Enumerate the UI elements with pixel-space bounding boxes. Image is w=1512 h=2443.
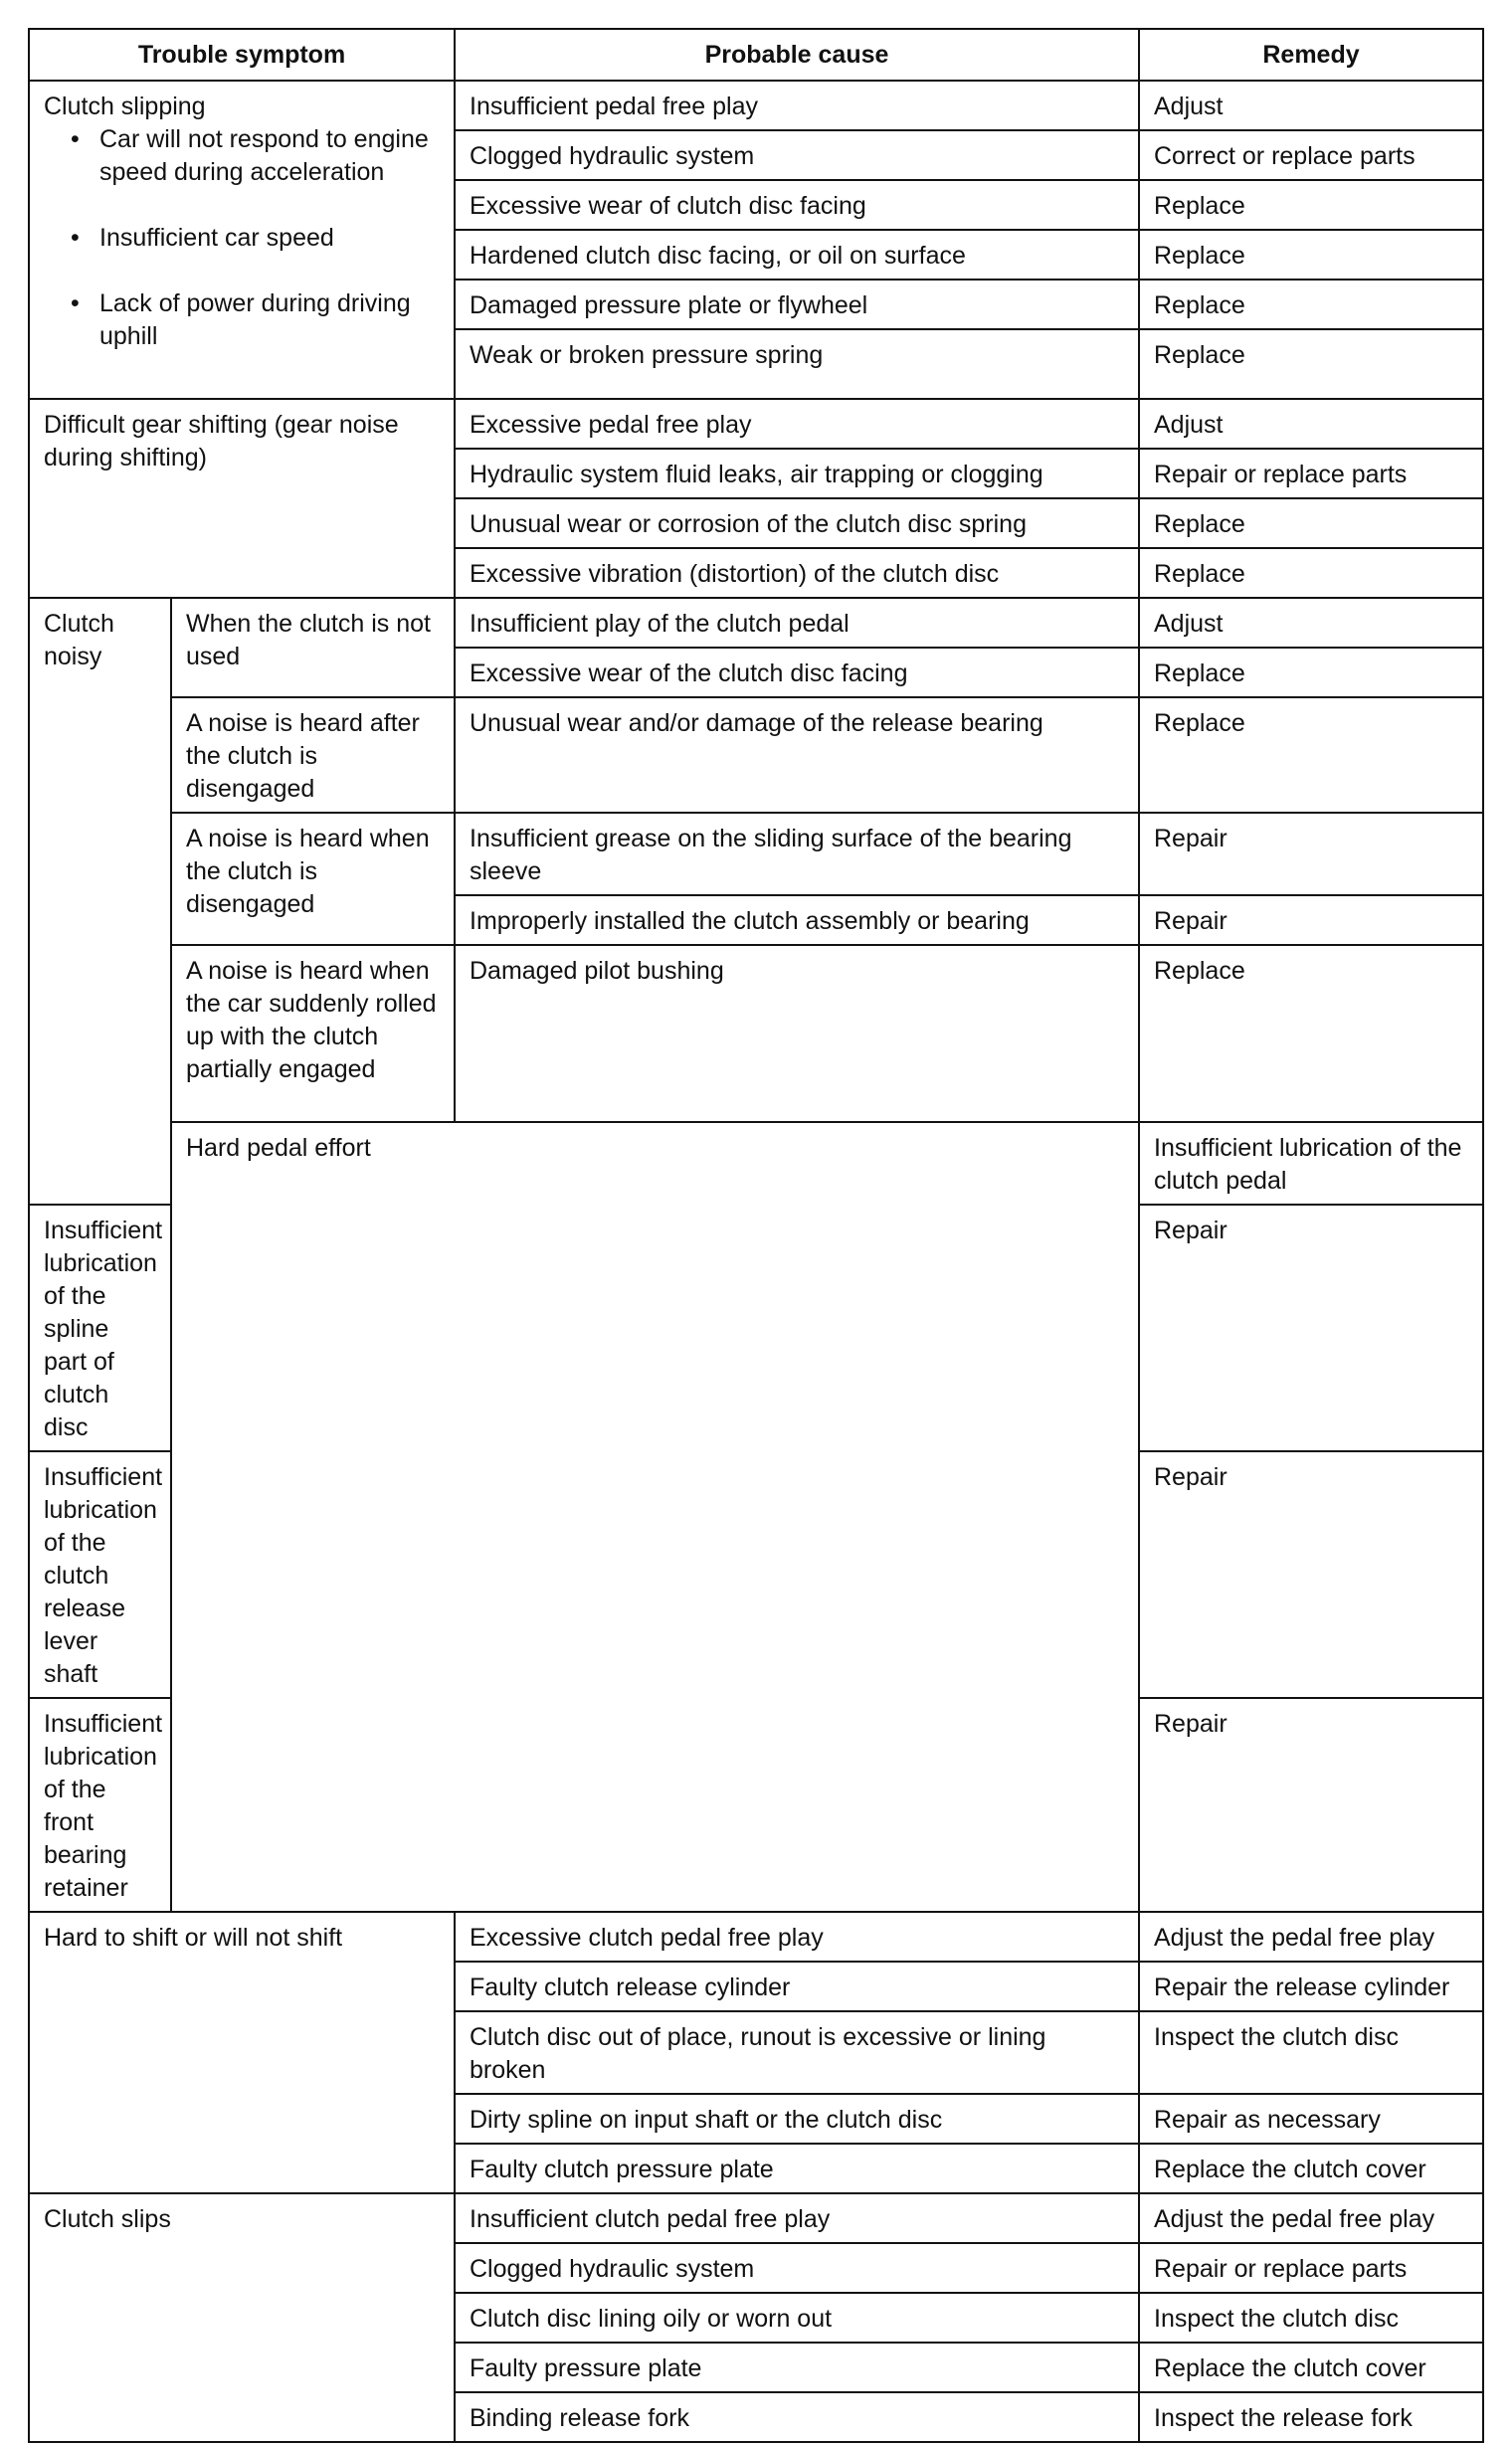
cause-cell: Weak or broken pressure spring: [455, 329, 1139, 399]
symptom-bullet: • Car will not respond to engine speed during acceleration: [99, 123, 444, 189]
remedy-cell: Replace: [1139, 230, 1483, 280]
header-remedy: Remedy: [1139, 29, 1483, 81]
remedy-cell: Replace: [1139, 548, 1483, 598]
cause-cell: Excessive wear of the clutch disc facing: [455, 648, 1139, 697]
cause-cell: Insufficient lubrication of the spline part of clutch disc: [29, 1205, 171, 1451]
remedy-cell: Repair the release cylinder: [1139, 1962, 1483, 2011]
remedy-cell: Adjust: [1139, 399, 1483, 449]
remedy-cell: Adjust: [1139, 81, 1483, 130]
remedy-cell: Replace: [1139, 648, 1483, 697]
header-trouble-symptom: Trouble symptom: [29, 29, 455, 81]
symptom-hard-pedal-effort: Hard pedal effort: [171, 1122, 1139, 1912]
remedy-cell: Inspect the release fork: [1139, 2392, 1483, 2442]
remedy-cell: Repair: [1139, 1698, 1483, 1912]
remedy-cell: Inspect the clutch disc: [1139, 2011, 1483, 2094]
table-row: [29, 598, 1483, 648]
remedy-cell: Repair: [1139, 1205, 1483, 1451]
symptom-hard-to-shift: Hard to shift or will not shift: [29, 1912, 455, 2193]
remedy-cell: Repair or replace parts: [1139, 449, 1483, 498]
cause-cell: Faulty clutch pressure plate: [455, 2144, 1139, 2193]
table-row: [29, 813, 1483, 895]
symptom-bullet: • Lack of power during driving uphill: [99, 287, 444, 353]
trouble-shooting-table: [28, 28, 1484, 2443]
remedy-cell: Repair: [1139, 813, 1483, 895]
cause-cell: Clogged hydraulic system: [455, 2243, 1139, 2293]
symptom-clutch-slips: Clutch slips: [29, 2193, 455, 2442]
table-row: [29, 945, 1483, 1122]
cause-cell: Faulty pressure plate: [455, 2343, 1139, 2392]
header-row: [29, 29, 1483, 81]
cause-cell: Insufficient lubrication of the clutch pedal: [1139, 1122, 1483, 1205]
table-row: [29, 1912, 1483, 1962]
remedy-cell: Correct or replace parts: [1139, 130, 1483, 180]
symptom-clutch-slipping: [29, 81, 455, 399]
cause-cell: Faulty clutch release cylinder: [455, 1962, 1139, 2011]
cause-cell: Insufficient lubrication of the clutch release lever shaft: [29, 1451, 171, 1698]
remedy-cell: Replace: [1139, 498, 1483, 548]
remedy-cell: Replace: [1139, 280, 1483, 329]
symptom-difficult-gear-shifting: Difficult gear shifting (gear noise during shifting): [29, 399, 455, 598]
symptom-clutch-noisy: Clutch noisy: [29, 598, 171, 1205]
remedy-cell: Replace: [1139, 945, 1483, 1122]
cause-cell: Improperly installed the clutch assembly or bearing: [455, 895, 1139, 945]
remedy-cell: Repair: [1139, 1451, 1483, 1698]
cause-cell: Unusual wear or corrosion of the clutch disc spring: [455, 498, 1139, 548]
table-row: [29, 1122, 1483, 1205]
header-probable-cause: Probable cause: [455, 29, 1139, 81]
cause-cell: Excessive wear of clutch disc facing: [455, 180, 1139, 230]
cause-cell: Clutch disc out of place, runout is excessive or lining broken: [455, 2011, 1139, 2094]
remedy-cell: Adjust: [1139, 598, 1483, 648]
remedy-cell: Adjust the pedal free play: [1139, 2193, 1483, 2243]
symptom-bullet-list: [44, 123, 444, 353]
cause-cell: Insufficient play of the clutch pedal: [455, 598, 1139, 648]
symptom-bullet: • Insufficient car speed: [99, 222, 444, 255]
subsymptom-when-disengaged: A noise is heard when the clutch is disengaged: [171, 813, 455, 945]
cause-cell: Hydraulic system fluid leaks, air trapping or clogging: [455, 449, 1139, 498]
remedy-cell: Repair as necessary: [1139, 2094, 1483, 2144]
table-row: [29, 697, 1483, 813]
cause-cell: Excessive clutch pedal free play: [455, 1912, 1139, 1962]
remedy-cell: Replace: [1139, 329, 1483, 399]
subsymptom-clutch-not-used: When the clutch is not used: [171, 598, 455, 697]
remedy-cell: Replace: [1139, 180, 1483, 230]
cause-cell: Insufficient pedal free play: [455, 81, 1139, 130]
subsymptom-after-disengaged: A noise is heard after the clutch is disengaged: [171, 697, 455, 813]
remedy-cell: Replace the clutch cover: [1139, 2343, 1483, 2392]
table-row: [29, 2193, 1483, 2243]
remedy-cell: Replace the clutch cover: [1139, 2144, 1483, 2193]
cause-cell: Insufficient lubrication of the front bearing retainer: [29, 1698, 171, 1912]
cause-cell: Clogged hydraulic system: [455, 130, 1139, 180]
remedy-cell: Inspect the clutch disc: [1139, 2293, 1483, 2343]
cause-cell: Hardened clutch disc facing, or oil on surface: [455, 230, 1139, 280]
cause-cell: Damaged pressure plate or flywheel: [455, 280, 1139, 329]
cause-cell: Damaged pilot bushing: [455, 945, 1139, 1122]
cause-cell: Clutch disc lining oily or worn out: [455, 2293, 1139, 2343]
remedy-cell: Adjust the pedal free play: [1139, 1912, 1483, 1962]
remedy-cell: Repair or replace parts: [1139, 2243, 1483, 2293]
remedy-cell: Repair: [1139, 895, 1483, 945]
table-row: [29, 81, 1483, 130]
symptom-title: Clutch slipping: [44, 93, 206, 120]
subsymptom-car-rolled-up: A noise is heard when the car suddenly rolled up with the clutch partially engaged: [171, 945, 455, 1122]
cause-cell: Dirty spline on input shaft or the clutch disc: [455, 2094, 1139, 2144]
table-row: [29, 399, 1483, 449]
cause-cell: Excessive vibration (distortion) of the clutch disc: [455, 548, 1139, 598]
cause-cell: Unusual wear and/or damage of the release bearing: [455, 697, 1139, 813]
cause-cell: Insufficient clutch pedal free play: [455, 2193, 1139, 2243]
cause-cell: Insufficient grease on the sliding surface of the bearing sleeve: [455, 813, 1139, 895]
cause-cell: Excessive pedal free play: [455, 399, 1139, 449]
cause-cell: Binding release fork: [455, 2392, 1139, 2442]
remedy-cell: Replace: [1139, 697, 1483, 813]
